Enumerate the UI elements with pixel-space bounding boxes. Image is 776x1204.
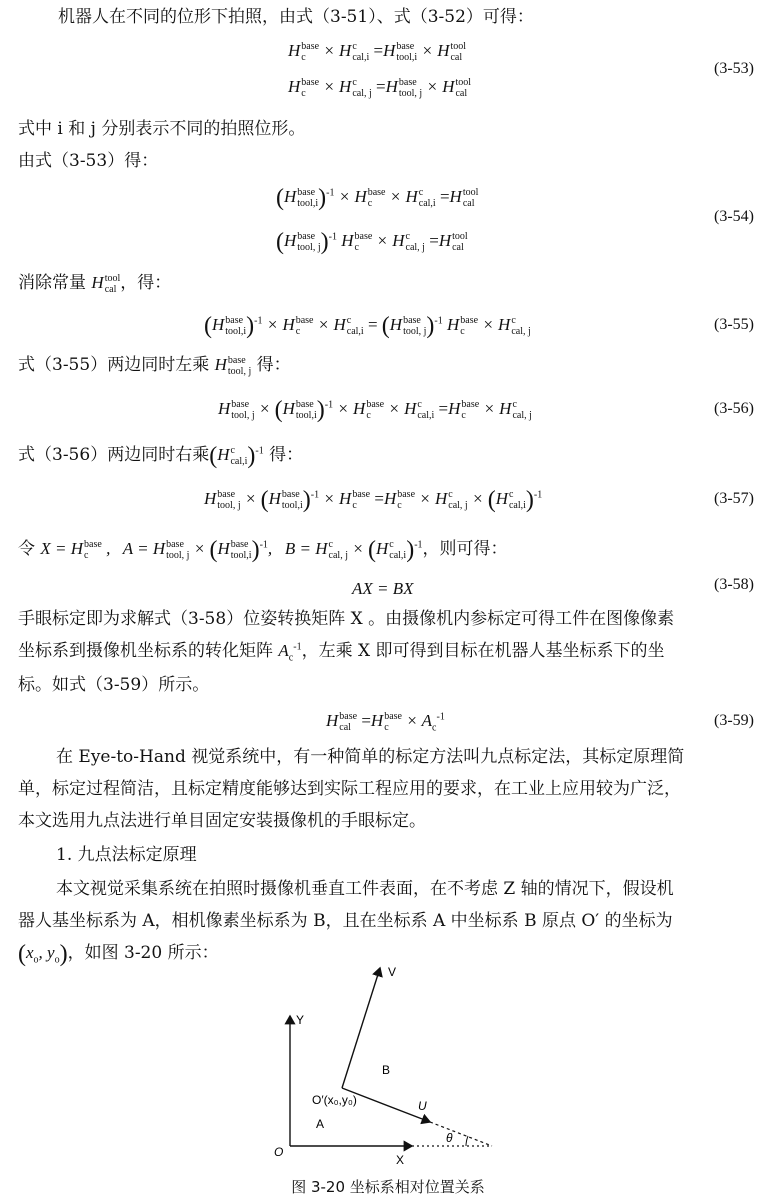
equation: (H base tool,i )$^{-1}$ × H base c × H c cal,i = (H base tool, j )$^{-1}$ H base c × H c cal, j <box>204 313 531 339</box>
paragraph-line: 令 X = H base c , A = H base tool, j × (H base tool,i )$^{-1}$, B = H c cal, j × (H c cal,i )$^{-1}$，则可得： <box>18 537 508 563</box>
equation-number: (3-54) <box>714 208 754 225</box>
text-part: ，得： <box>120 273 172 293</box>
equation-number: (3-55) <box>714 316 754 333</box>
paragraph-line: 式中 i 和 j 分别表示不同的拍照位形。 <box>18 119 306 139</box>
paragraph-line: 式（3-56）两边同时右乘(H c cal,i )$^{-1}$ 得： <box>18 443 304 469</box>
paragraph-line: 标。如式（3-59）所示。 <box>18 675 210 695</box>
text-part: ，左乘 X 即可得到目标在机器人基坐标系下的坐 <box>301 641 665 661</box>
label-u: U <box>418 1099 427 1113</box>
label-theta: θ <box>446 1131 453 1145</box>
paragraph-line: ($x_o$, $y_o$)，如图 3-20 所示： <box>18 941 219 967</box>
label-b: B <box>382 1063 391 1077</box>
equation: (H base tool,i )$^{-1}$ × H base c × H c cal,i =H tool cal <box>276 185 479 211</box>
coordinate-figure <box>270 964 510 1174</box>
paragraph-line: 器人基坐标系为 A，相机像素坐标系为 B，且在坐标系 A 中坐标系 B 原点 O′ 的坐标为 <box>18 911 673 931</box>
equation: H base c × H c cal, j =H base tool, j × H tool cal <box>288 77 472 100</box>
v-axis <box>342 968 380 1088</box>
text-part: 得： <box>269 445 304 465</box>
paragraph-line: 消除常量 H tool cal ，得： <box>18 273 172 296</box>
text-part: 令 <box>18 539 41 559</box>
paragraph-line: 本文视觉采集系统在拍照时摄像机垂直工件表面，在不考虑 Z 轴的情况下，假设机 <box>56 879 674 899</box>
text-part: 坐标系到摄像机坐标系的转化矩阵 <box>18 641 279 661</box>
label-o: O <box>274 1145 284 1159</box>
paragraph-line: 本文选用九点法进行单目固定安装摄像机的手眼标定。 <box>18 811 426 831</box>
text-part: 消除常量 <box>18 273 92 293</box>
text-part: ，则可得： <box>422 539 508 559</box>
figure-caption: 图 3-20 坐标系相对位置关系 <box>291 1178 485 1196</box>
text-part: ，如图 3-20 所示： <box>67 943 219 963</box>
equation: H base tool, j × (H base tool,i )$^{-1}$ × H base c × H c cal,i =H base c × H c cal, j <box>218 397 532 423</box>
paragraph-line: 手眼标定即为求解式（3-58）位姿转换矩阵 X 。由摄像机内参标定可得工件在图像像素 <box>18 609 675 629</box>
equation: H base c × H c cal,i =H base tool,i × H tool cal <box>288 41 467 64</box>
section-heading: 1. 九点法标定原理 <box>56 845 197 865</box>
theta-arc <box>466 1136 468 1146</box>
text-part: 得： <box>251 355 291 375</box>
text-part: 式（3-55）两边同时左乘 <box>18 355 215 375</box>
paragraph-line: 机器人在不同的位形下拍照，由式（3-51）、式（3-52）可得： <box>58 7 534 27</box>
equation: H base cal =H base c × $A_c^{-1}$ <box>326 711 445 734</box>
equation-number: (3-58) <box>714 576 754 593</box>
equation-number: (3-57) <box>714 490 754 507</box>
label-v: V <box>388 965 397 979</box>
equation: (H base tool, j )$^{-1}$ H base c × H c cal, j =H tool cal <box>276 229 468 255</box>
equation-number: (3-53) <box>714 60 754 77</box>
paragraph-line: 由式（3-53）得： <box>18 151 159 171</box>
equation: H base tool, j × (H base tool,i )$^{-1}$ × H base c =H base c × H c cal, j × (H c cal,i )$^{-1}$ <box>204 487 543 513</box>
equation: AX = BX <box>352 579 414 598</box>
label-x: X <box>396 1153 405 1167</box>
equation-number: (3-59) <box>714 712 754 729</box>
text-part: 式（3-56）两边同时右乘 <box>18 445 210 465</box>
u-axis-extension <box>430 1122 492 1146</box>
label-a: A <box>316 1117 325 1131</box>
label-y: Y <box>296 1013 305 1027</box>
paragraph-line: 式（3-55）两边同时左乘 H base tool, j 得： <box>18 355 291 378</box>
paragraph-line: 在 Eye-to-Hand 视觉系统中，有一种简单的标定方法叫九点标定法，其标定原理简 <box>56 747 685 767</box>
paragraph-line: 坐标系到摄像机坐标系的转化矩阵 $A_c^{-1}$，左乘 X 即可得到目标在机器人基坐标系下的坐 <box>18 641 665 664</box>
paragraph-line: 单，标定过程简洁，且标定精度能够达到实际工程应用的要求，在工业上应用较为广泛， <box>18 779 681 799</box>
equation-number: (3-56) <box>714 400 754 417</box>
label-origin: O′(x₀,y₀) <box>312 1093 357 1107</box>
